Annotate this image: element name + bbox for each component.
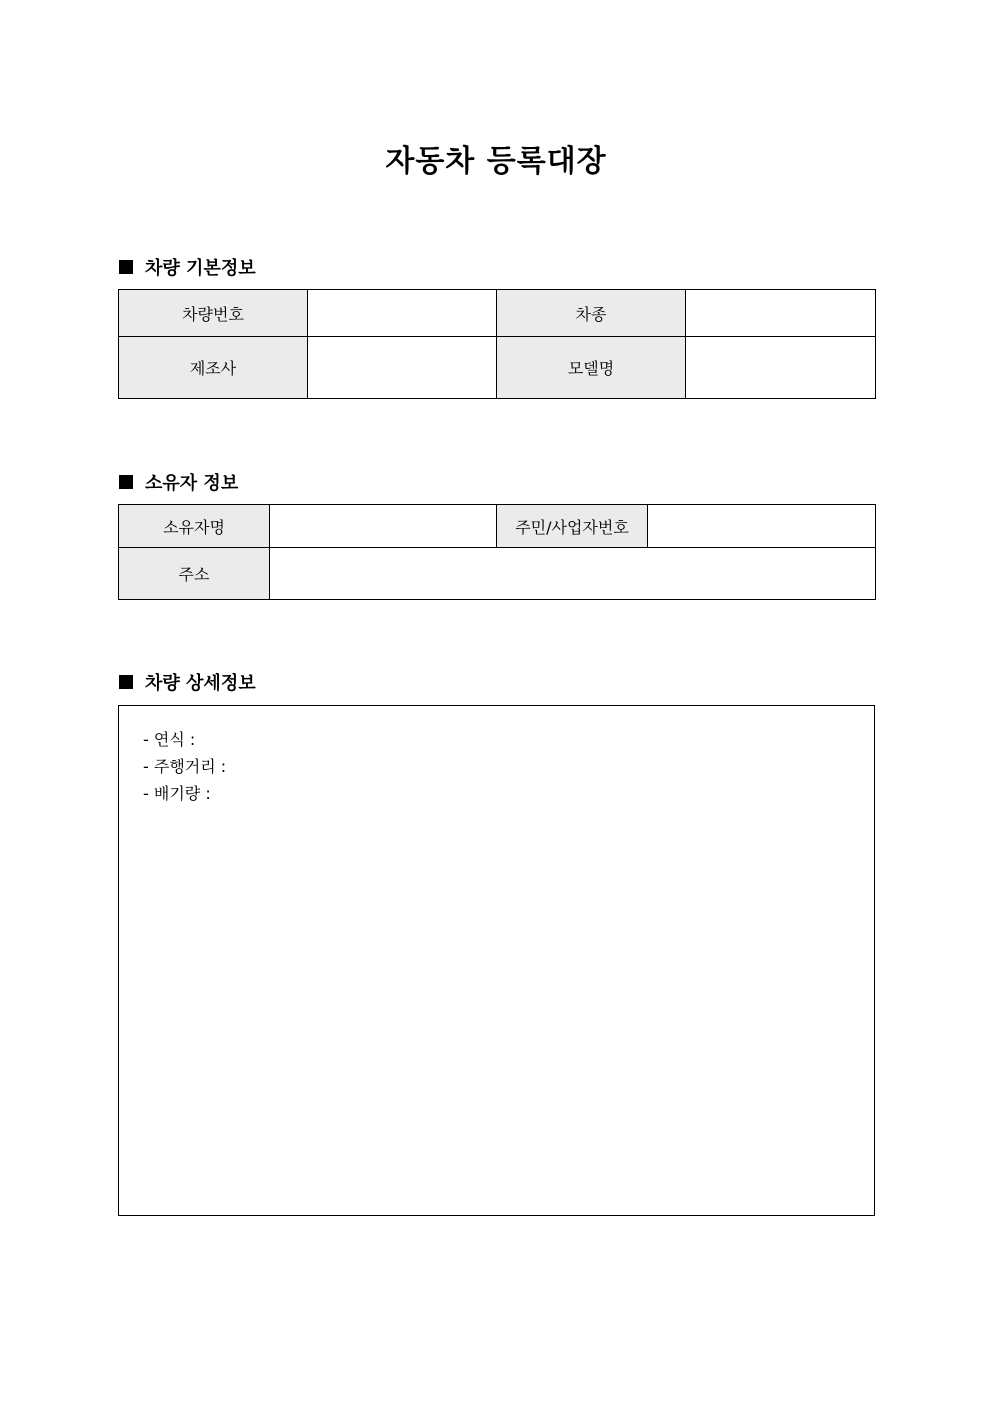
detail-item-displacement: - 배기량 :	[143, 784, 211, 803]
vehicle-type-field[interactable]	[686, 290, 876, 337]
section-heading-label: 차량 기본정보	[145, 258, 256, 279]
vehicle-type-label: 차종	[497, 290, 686, 337]
section-heading-detail	[119, 669, 256, 695]
square-bullet-icon	[119, 475, 133, 489]
manufacturer-field[interactable]	[308, 337, 497, 399]
plate-number-label: 차량번호	[119, 290, 308, 337]
model-name-field[interactable]	[686, 337, 876, 399]
section-heading-owner	[119, 469, 238, 495]
basic-info-table	[118, 289, 876, 399]
manufacturer-label: 제조사	[119, 337, 308, 399]
detail-item-mileage: - 주행거리 :	[143, 757, 227, 776]
square-bullet-icon	[119, 675, 133, 689]
detail-list	[119, 706, 874, 807]
owner-info-table	[118, 504, 876, 600]
plate-number-field[interactable]	[308, 290, 497, 337]
owner-name-field[interactable]	[270, 505, 497, 548]
address-field[interactable]	[270, 548, 876, 600]
address-label: 주소	[119, 548, 270, 600]
section-heading-basic	[119, 254, 256, 280]
square-bullet-icon	[119, 260, 133, 274]
owner-name-label: 소유자명	[119, 505, 270, 548]
section-heading-label: 소유자 정보	[145, 473, 239, 494]
id-number-field[interactable]	[648, 505, 876, 548]
page-title: 자동차 등록대장	[385, 144, 607, 179]
model-name-label: 모델명	[497, 337, 686, 399]
id-number-label: 주민/사업자번호	[497, 505, 648, 548]
section-heading-label: 차량 상세정보	[145, 673, 256, 694]
detail-item-year: - 연식 :	[143, 730, 196, 749]
detail-info-box[interactable]	[118, 705, 875, 1216]
